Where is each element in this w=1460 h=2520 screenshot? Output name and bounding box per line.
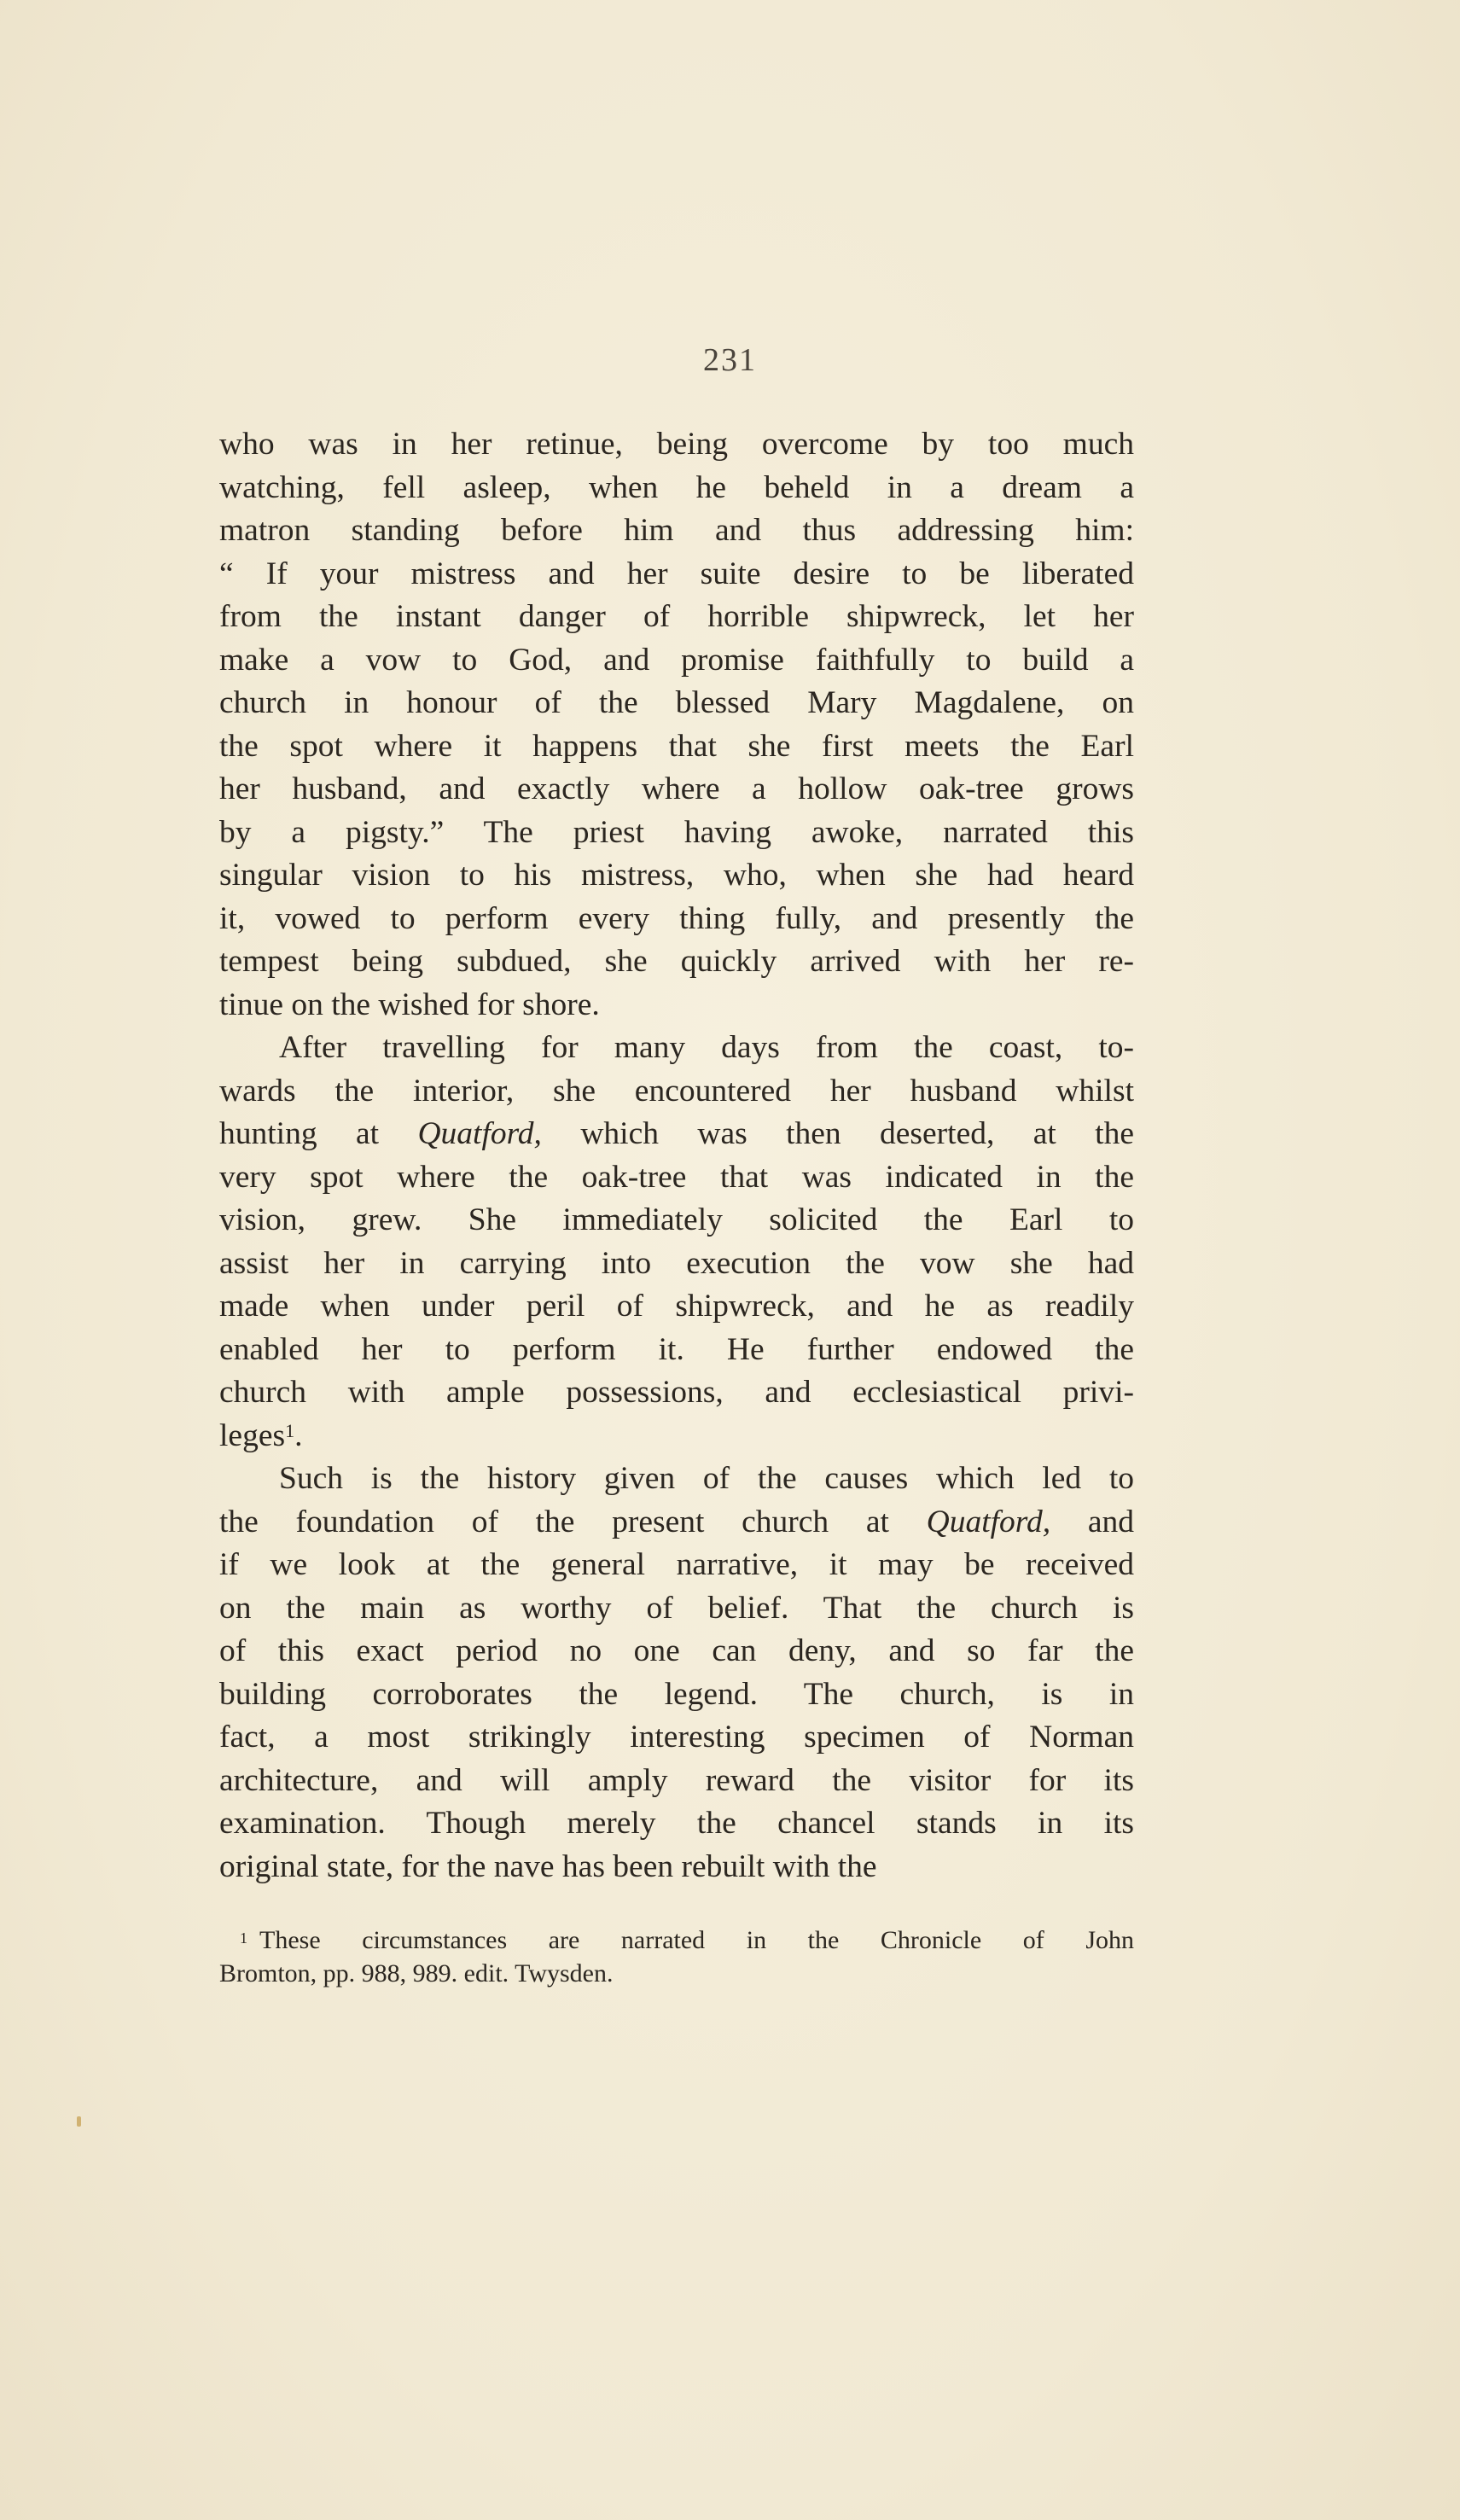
paragraph — [219, 423, 1134, 1027]
paragraph — [219, 1027, 1134, 1458]
text-line: if we look at the general narrative, it may be received — [219, 1547, 1134, 1582]
text-line: tempest being subdued, she quickly arrived with her re- — [219, 944, 1134, 979]
text-line: “ If your mistress and her suite desire to be liberated — [219, 556, 1134, 591]
footnote-line: Bromton, pp. 988, 989. edit. Twysden. — [219, 1959, 614, 1987]
text-line: hunting at Quatford, which was then deserted, at the — [219, 1116, 1134, 1151]
text-line: After travelling for many days from the coast, to- — [279, 1030, 1134, 1065]
text-line: her husband, and exactly where a hollow oak-tree grows — [219, 771, 1134, 806]
text-line: Such is the history given of the causes which led to — [279, 1461, 1134, 1496]
text-line: by a pigsty.” The priest having awoke, narrated this — [219, 814, 1134, 850]
text-line: very spot where the oak-tree that was indicated in the — [219, 1159, 1134, 1195]
text-line: church with ample possessions, and ecclesiastical privi- — [219, 1375, 1134, 1410]
body-text — [219, 423, 1134, 1889]
place-name: Quatford, — [417, 1116, 542, 1151]
text-line: fact, a most strikingly interesting specimen of Norman — [219, 1720, 1134, 1755]
text-line: building corroborates the legend. The church, is in — [219, 1676, 1134, 1712]
text-line: original state, for the nave has been rebuilt with the — [219, 1848, 877, 1884]
text-line: it, vowed to perform every thing fully, and presently the — [219, 900, 1134, 936]
text-line: from the instant danger of horrible shipwreck, let her — [219, 599, 1134, 634]
paragraph — [219, 1458, 1134, 1889]
text-line: tinue on the wished for shore. — [219, 986, 600, 1022]
text-line: of this exact period no one can deny, and so far the — [219, 1633, 1134, 1668]
footnotes — [219, 1923, 1134, 1990]
footnote-reference: 1 — [285, 1419, 295, 1441]
text-line: make a vow to God, and promise faithfully to build a — [219, 642, 1134, 678]
text-line: singular vision to his mistress, who, when she had heard — [219, 858, 1134, 893]
text-line: church in honour of the blessed Mary Magdalene, on — [219, 685, 1134, 720]
paper-speck — [77, 2116, 81, 2127]
text-line: wards the interior, she encountered her husband whilst — [219, 1073, 1134, 1109]
text-line: the foundation of the present church at Quatford, and — [219, 1504, 1134, 1539]
text-line: the spot where it happens that she first meets the Earl — [219, 728, 1134, 764]
text-line: examination. Though merely the chancel stands in its — [219, 1806, 1134, 1841]
page-number: 231 — [703, 342, 757, 378]
text-line: on the main as worthy of belief. That the church is — [219, 1590, 1134, 1626]
text-line: leges$^1$. — [219, 1417, 303, 1453]
footnote-mark: 1 — [240, 1929, 247, 1947]
place-name: Quatford, — [926, 1504, 1051, 1539]
text-line: architecture, and will amply reward the visitor for its — [219, 1762, 1134, 1798]
text-line: matron standing before him and thus addressing him: — [219, 513, 1134, 548]
text-line: enabled her to perform it. He further endowed the — [219, 1331, 1134, 1367]
footnote — [219, 1923, 1134, 1990]
text-line: made when under peril of shipwreck, and he as readily — [219, 1289, 1134, 1324]
text-line: vision, grew. She immediately solicited the Earl to — [219, 1202, 1134, 1237]
text-line: watching, fell asleep, when he beheld in a dream a — [219, 469, 1134, 505]
text-line: assist her in carrying into execution the vow she had — [219, 1245, 1134, 1281]
footnote-line: $^1$ These circumstances are narrated in the Chronicle of John — [219, 1923, 1134, 1957]
text-line: who was in her retinue, being overcome by too much — [219, 427, 1134, 462]
